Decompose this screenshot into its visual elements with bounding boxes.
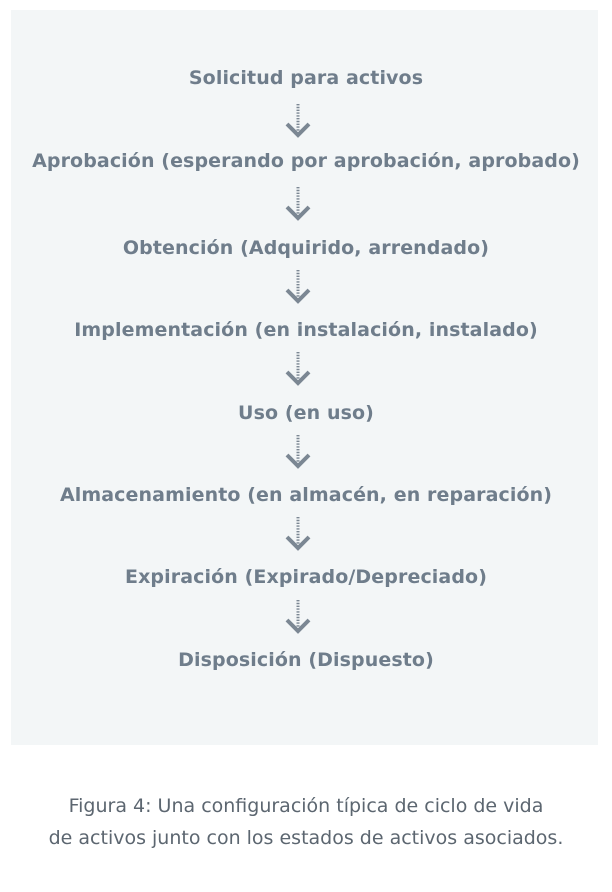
down-arrow-icon (284, 352, 312, 388)
down-arrow-icon (284, 270, 312, 306)
step-uso: Uso (en uso) (238, 402, 374, 424)
down-arrow-icon (284, 600, 312, 636)
step-expiracion: Expiración (Expirado/Depreciado) (125, 566, 487, 588)
step-aprobacion: Aprobación (esperando por aprobación, aprobado) (32, 150, 580, 172)
figure-caption-line-2: de activos junto con los estados de activos asociados. (48, 827, 564, 849)
down-arrow-icon (284, 104, 312, 140)
down-arrow-icon (284, 187, 312, 223)
down-arrow-icon (284, 435, 312, 471)
step-disposicion: Disposición (Dispuesto) (178, 649, 434, 671)
step-implementacion: Implementación (en instalación, instalado) (74, 319, 538, 341)
step-obtencion: Obtención (Adquirido, arrendado) (122, 237, 490, 259)
step-almacenamiento: Almacenamiento (en almacén, en reparación) (59, 484, 553, 506)
down-arrow-icon (284, 517, 312, 553)
figure-caption-line-1: Figura 4: Una configuración típica de ciclo de vida (68, 795, 544, 817)
step-solicitud: Solicitud para activos (188, 67, 424, 89)
